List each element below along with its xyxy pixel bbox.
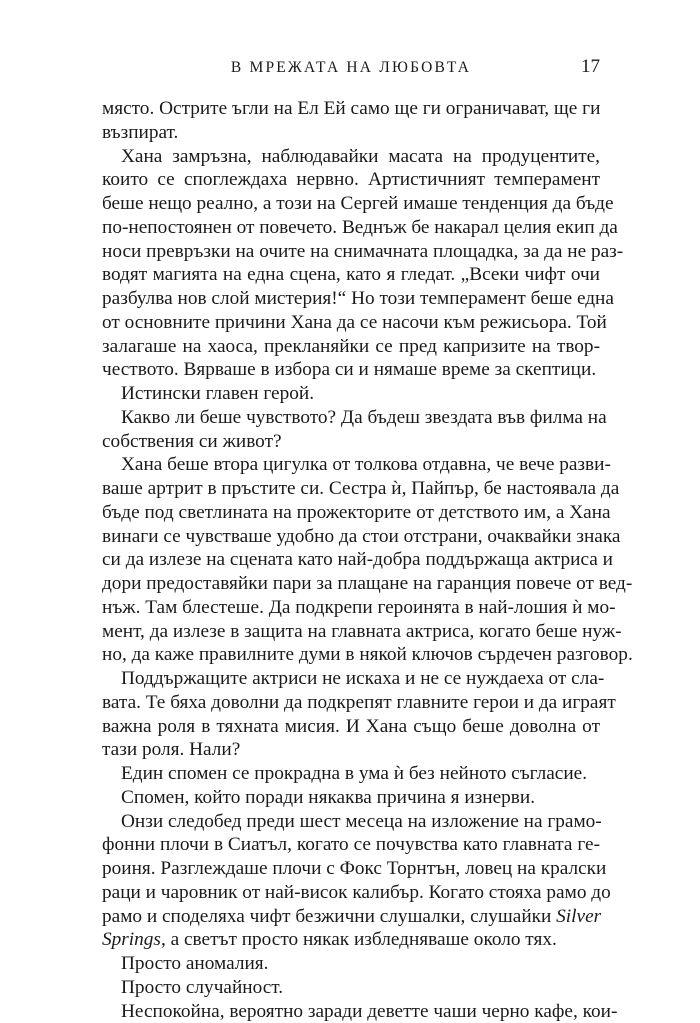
text-line: собствения си живот? — [102, 430, 600, 454]
text-line: от основните причини Хана да се насочи към режисьора. Той — [102, 311, 600, 335]
text-line: Хана замръзна, наблюдавайки масата на продуцентите, — [102, 145, 600, 169]
text-line: Един спомен се прокрадна в ума ѝ без нейното съгласие. — [102, 762, 600, 786]
text-line: но, да каже правилните думи в някой ключов сърдечен разговор. — [102, 643, 600, 667]
text-line: раци и чаровник от най-висок калибър. Когато стояха рамо до — [102, 881, 600, 905]
song-title: Springs — [102, 929, 161, 950]
text-line: Неспокойна, вероятно заради деветте чаши черно кафе, кои- — [102, 1000, 600, 1023]
text-line: Онзи следобед преди шест месеца на изложение на грамо- — [102, 810, 600, 834]
text-line: роиня. Разглеждаше плочи с Фокс Торнтън, ловец на кралски — [102, 857, 600, 881]
running-head — [102, 58, 600, 80]
song-title: Silver — [556, 906, 601, 927]
text-line: по-непостоянен от повечето. Веднъж бе накарал целия екип да — [102, 216, 600, 240]
page-number: 17 — [581, 56, 600, 78]
text-line: залагаше на хаоса, прекланяйки се пред капризите на твор- — [102, 335, 600, 359]
text-line: възпират. — [102, 121, 600, 145]
text-line: Хана беше втора цигулка от толкова отдавна, че вече разви- — [102, 453, 600, 477]
text-line: Просто случайност. — [102, 976, 600, 1000]
text-line: нъж. Там блестеше. Да подкрепи героинята в най-лошия ѝ мо- — [102, 596, 600, 620]
text-line: носи превръзки на очите на снимачната площадка, за да не раз- — [102, 240, 600, 264]
text-line: важна роля в тяхната мисия. И Хана също беше доволна от — [102, 715, 600, 739]
text-line: бъде под светлината на прожекторите от детството им, а Хана — [102, 501, 600, 525]
text-line: тази роля. Нали? — [102, 738, 600, 762]
text-line: разбулва нов слой мистерия!“ Но този темперамент беше една — [102, 287, 600, 311]
text-line: Какво ли беше чувството? Да бъдеш звездата във филма на — [102, 406, 600, 430]
text-line: Поддържащите актриси не искаха и не се нуждаеха от сла- — [102, 667, 600, 691]
body-text — [102, 97, 600, 1023]
text-line: мент, да излезе в защита на главната актриса, когато беше нуж- — [102, 620, 600, 644]
text-fragment: , а светът просто някак избледняваше около тях. — [161, 929, 557, 950]
text-line: винаги се чувстваше удобно да стои отстрани, очаквайки знака — [102, 525, 600, 549]
text-line: Истински главен герой. — [102, 382, 600, 406]
text-line: водят магията на една сцена, като я гледат. „Всеки чифт очи — [102, 263, 600, 287]
running-title: В МРЕЖАТА НА ЛЮБОВТА — [102, 59, 600, 77]
text-line: дори предоставяйки пари за плащане на гаранция повече от вед- — [102, 572, 600, 596]
text-line: които се споглеждаха нервно. Артистичният темперамент — [102, 168, 600, 192]
text-line: Спомен, който поради някаква причина я изнерви. — [102, 786, 600, 810]
text-line: ваше артрит в пръстите си. Сестра ѝ, Пайпър, бе настоявала да — [102, 477, 600, 501]
text-line — [102, 905, 600, 929]
text-line: чеството. Вярваше в избора си и нямаше време за скептици. — [102, 358, 600, 382]
text-line: вата. Те бяха доволни да подкрепят главните герои и да играят — [102, 691, 600, 715]
text-line: Просто аномалия. — [102, 952, 600, 976]
text-line: си да излезе на сцената като най-добра поддържаща актриса и — [102, 548, 600, 572]
text-line — [102, 928, 600, 952]
text-line: фонни плочи в Сиатъл, когато се почувства като главната ге- — [102, 833, 600, 857]
text-fragment: рамо и споделяха чифт безжични слушалки, слушайки — [102, 906, 551, 927]
text-line: беше нещо реално, а този на Сергей имаше тенденция да бъде — [102, 192, 600, 216]
text-line: място. Острите ъгли на Ел Ей само ще ги ограничават, ще ги — [102, 97, 600, 121]
